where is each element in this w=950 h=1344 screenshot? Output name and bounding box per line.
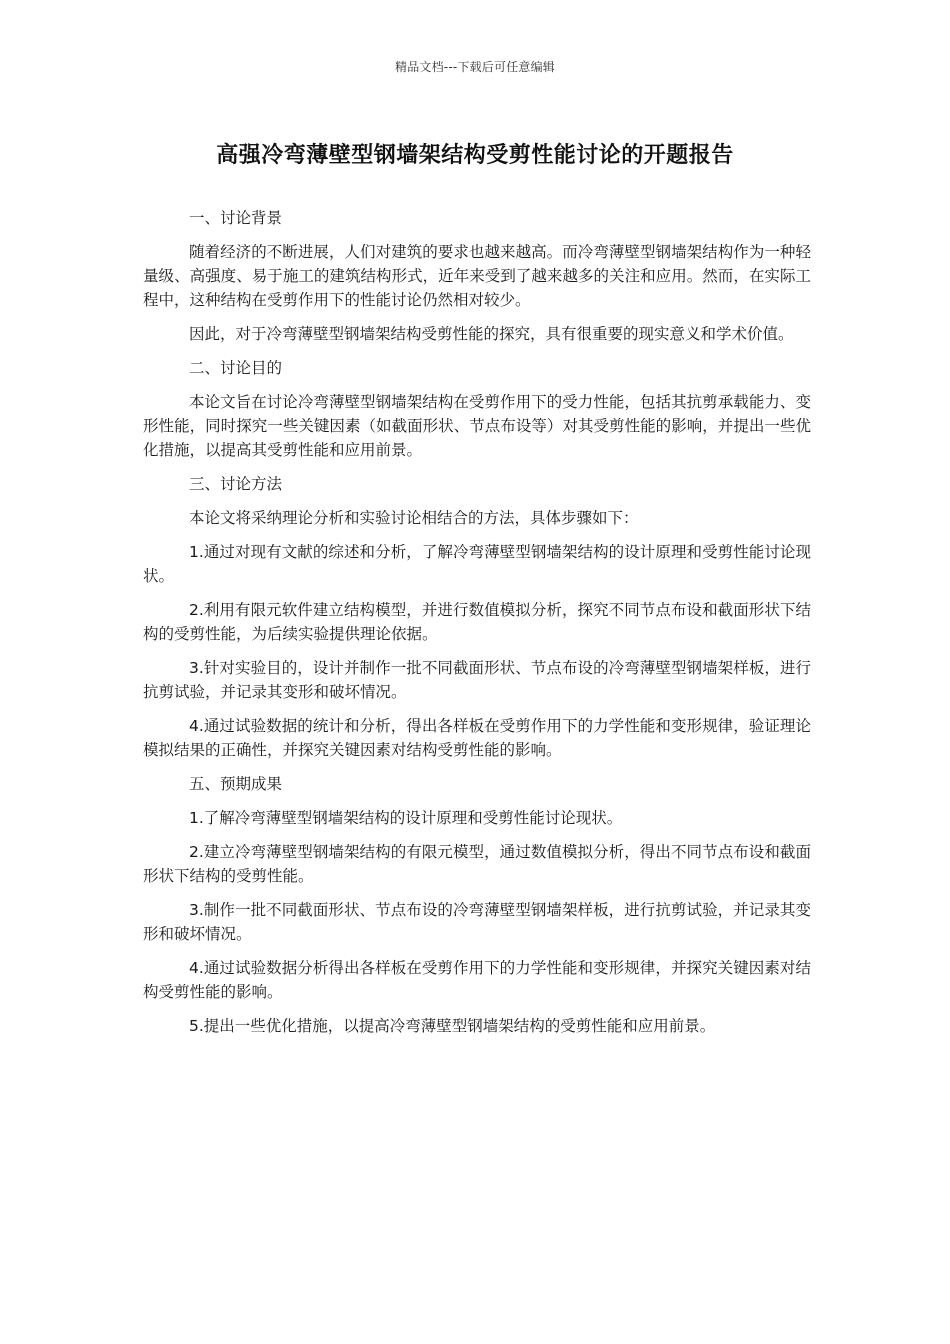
- method-intro-paragraph: 本论文将采纳理论分析和实验讨论相结合的方法，具体步骤如下：: [189, 509, 639, 527]
- method-step: 3.针对实验目的，设计并制作一批不同截面形状、节点布设的冷弯薄壁型钢墙架样板，进行抗剪试验，并记录其变形和破坏情况。: [143, 659, 811, 701]
- result-item: 2.建立冷弯薄壁型钢墙架结构的有限元模型，通过数值模拟分析，得出不同节点布设和截面形状下结构的受剪性能。: [143, 843, 811, 885]
- section-heading-method: 三、讨论方法: [189, 475, 283, 493]
- document-title: 高强冷弯薄壁型钢墙架结构受剪性能讨论的开题报告: [216, 143, 734, 168]
- document-body: [143, 206, 811, 1048]
- header-note: 精品文档---下载后可任意编辑: [395, 60, 555, 74]
- method-step: 1.通过对现有文献的综述和分析，了解冷弯薄壁型钢墙架结构的设计原理和受剪性能讨论现状。: [143, 543, 811, 585]
- method-step: 2.利用有限元软件建立结构模型，并进行数值模拟分析，探究不同节点布设和截面形状下结构的受剪性能，为后续实验提供理论依据。: [143, 601, 811, 643]
- method-step: 4.通过试验数据的统计和分析，得出各样板在受剪作用下的力学性能和变形规律，验证理论模拟结果的正确性，并探究关键因素对结构受剪性能的影响。: [143, 717, 811, 759]
- result-item: 1.了解冷弯薄壁型钢墙架结构的设计原理和受剪性能讨论现状。: [189, 809, 623, 827]
- result-item: 3.制作一批不同截面形状、节点布设的冷弯薄壁型钢墙架样板，进行抗剪试验，并记录其变形和破坏情况。: [143, 901, 811, 943]
- background-paragraph-1: 随着经济的不断进展，人们对建筑的要求也越来越高。而冷弯薄壁型钢墙架结构作为一种轻量级、高强度、易于施工的建筑结构形式，近年来受到了越来越多的关注和应用。然而，在实际工程中，这种结构在受剪作用下的性能讨论仍然相对较少。: [143, 243, 811, 309]
- background-paragraph-2: 因此，对于冷弯薄壁型钢墙架结构受剪性能的探究，具有很重要的现实意义和学术价值。: [189, 325, 794, 343]
- purpose-paragraph: 本论文旨在讨论冷弯薄壁型钢墙架结构在受剪作用下的受力性能，包括其抗剪承载能力、变形性能，同时探究一些关键因素（如截面形状、节点布设等）对其受剪性能的影响，并提出一些优化措施，以提高其受剪性能和应用前景。: [143, 393, 811, 459]
- result-item: 4.通过试验数据分析得出各样板在受剪作用下的力学性能和变形规律，并探究关键因素对结构受剪性能的影响。: [143, 959, 811, 1001]
- result-item: 5.提出一些优化措施，以提高冷弯薄壁型钢墙架结构的受剪性能和应用前景。: [189, 1017, 716, 1035]
- section-heading-results: 五、预期成果: [189, 775, 283, 793]
- section-heading-purpose: 二、讨论目的: [189, 359, 283, 377]
- section-heading-background: 一、讨论背景: [189, 209, 283, 227]
